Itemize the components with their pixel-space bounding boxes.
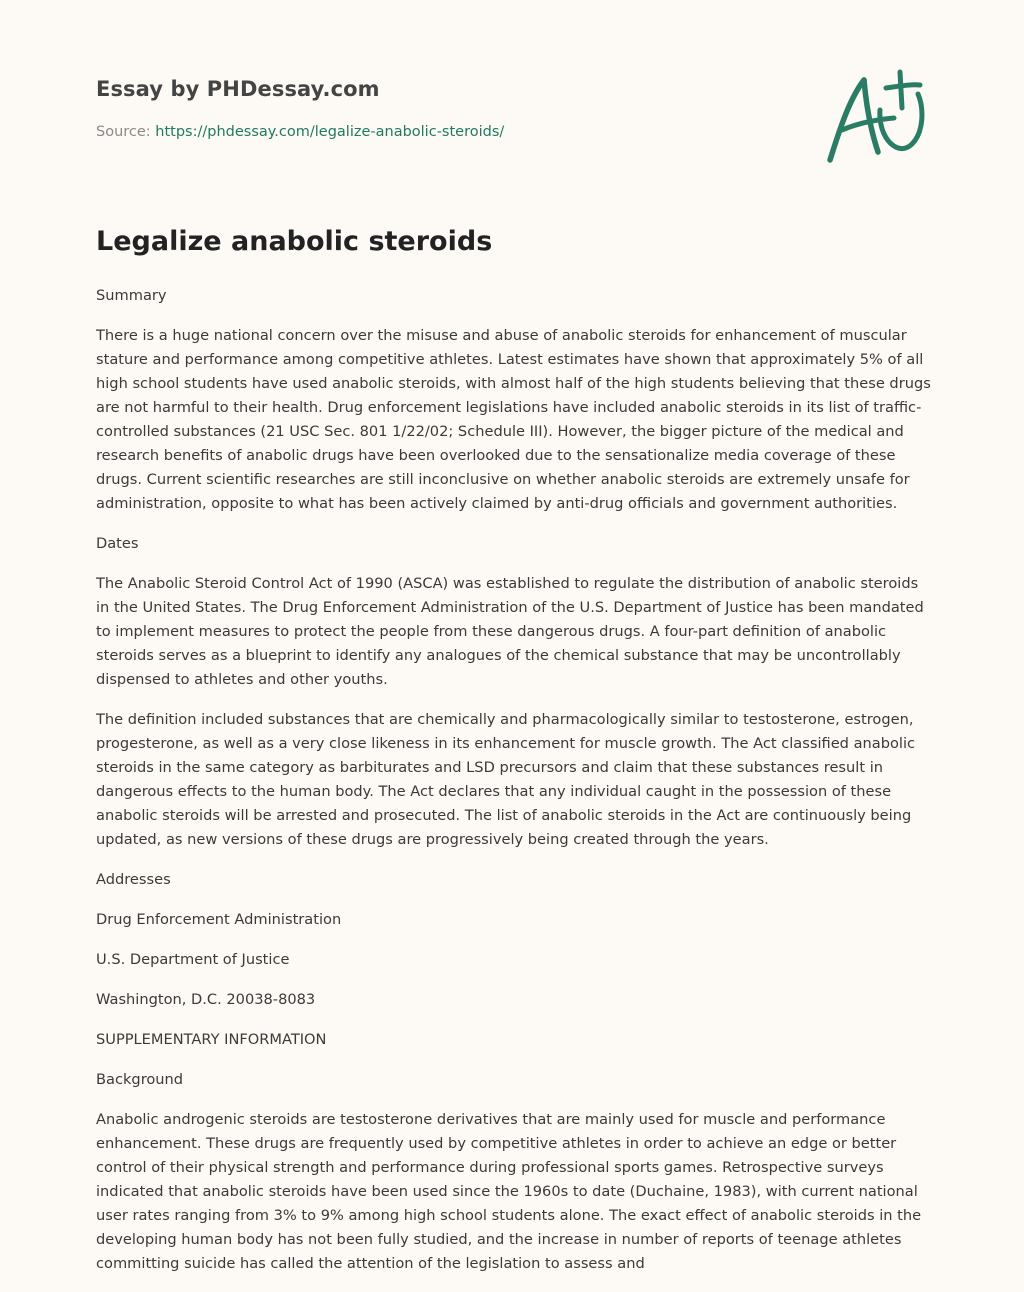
- paragraph: The Anabolic Steroid Control Act of 1990 (ASCA) was established to regulate the distribution of anabolic steroids in the United States. The Drug Enforcement Administration of the U.S. Department of Justice has been mandated to implement measures to protect the people from these dangerous drugs. A four-part definition of anabolic steroids serves as a blueprint to identify any analogues of the chemical substance that may be uncontrollably dispensed to athletes and other youths.: [96, 575, 924, 688]
- section-heading: Summary: [96, 287, 167, 304]
- source-label: Source:: [96, 124, 156, 140]
- source-link[interactable]: https://phdessay.com/legalize-anabolic-steroids/: [155, 124, 505, 140]
- address-line: U.S. Department of Justice: [96, 951, 290, 968]
- paragraph: There is a huge national concern over the misuse and abuse of anabolic steroids for enhancement of muscular stature and performance among competitive athletes. Latest estimates have shown that approximately 5% of all high school students have used anabolic steroids, with almost half of the high students believing that these drugs are not harmful to their health. Drug enforcement legislations have included anabolic steroids in its list of traffic-controlled substances (21 USC Sec. 801 1/22/02; Schedule III). However, the bigger picture of the medical and research benefits of anabolic drugs have been overlooked due to the sensationalize media coverage of these drugs. Current scientific researches are still inconclusive on whether anabolic steroids are extremely unsafe for administration, opposite to what has been actively claimed by anti-drug officials and government authorities.: [96, 327, 931, 512]
- site-brand: Essay by PHDessay.com: [96, 77, 380, 101]
- section-heading: Dates: [96, 535, 139, 552]
- section-heading: Addresses: [96, 871, 171, 888]
- paragraph: Anabolic androgenic steroids are testosterone derivatives that are mainly used for muscle and performance enhancement. These drugs are frequently used by competitive athletes in order to achieve an edge or better control of their physical strength and performance during professional sports games. Retrospective surveys indicated that anabolic steroids have been used since the 1960s to date (Duchaine, 1983), with current national user rates ranging from 3% to 9% among high school students alone. The exact effect of anabolic steroids in the developing human body has not been fully studied, and the increase in number of reports of teenage athletes committing suicide has called the attention of the legislation to assess and: [96, 1111, 922, 1272]
- source-line: [96, 124, 504, 140]
- essay-title: Legalize anabolic steroids: [96, 226, 493, 257]
- address-line: Drug Enforcement Administration: [96, 911, 342, 928]
- section-heading: Background: [96, 1071, 184, 1088]
- essay-body: [96, 284, 932, 1292]
- a-plus-logo-icon: [820, 68, 930, 166]
- section-heading: SUPPLEMENTARY INFORMATION: [96, 1031, 327, 1048]
- address-line: Washington, D.C. 20038-8083: [96, 991, 316, 1008]
- paragraph: The definition included substances that are chemically and pharmacologically similar to testosterone, estrogen, progesterone, as well as a very close likeness in its enhancement for muscle growth. The Act classified anabolic steroids in the same category as barbiturates and LSD precursors and claim that these substances result in dangerous effects to the human body. The Act declares that any individual caught in the possession of these anabolic steroids will be arrested and prosecuted. The list of anabolic steroids in the Act are continuously being updated, as new versions of these drugs are progressively being created through the years.: [96, 711, 916, 848]
